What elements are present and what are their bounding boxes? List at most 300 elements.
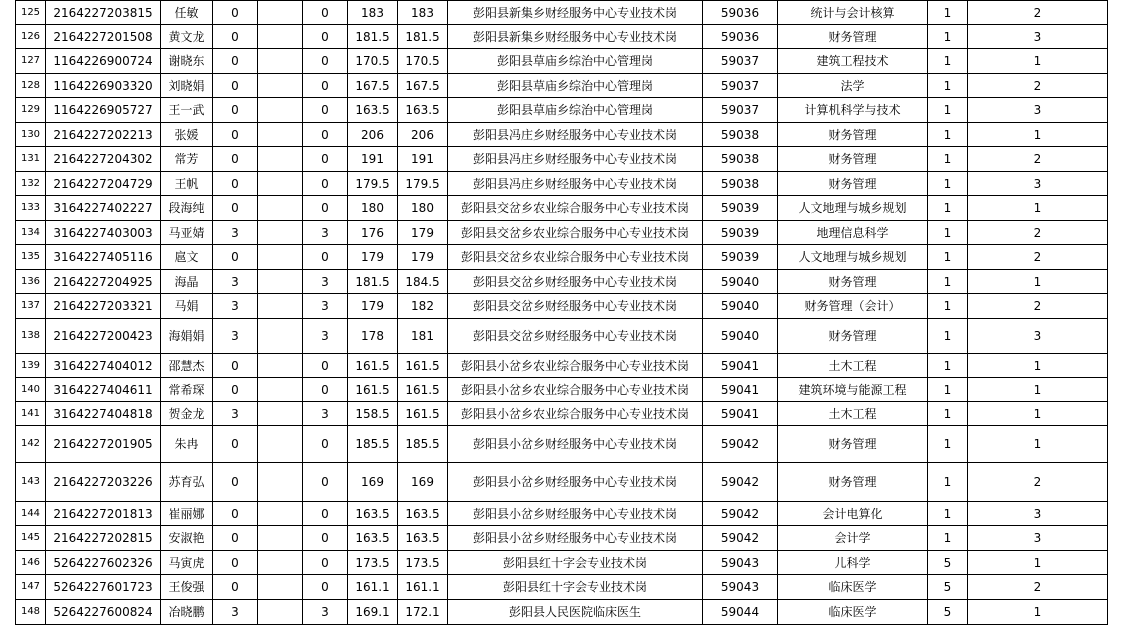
bonus-points-cell: 0 bbox=[213, 25, 258, 49]
written-score-cell: 163.5 bbox=[348, 526, 398, 551]
bonus-points-cell-2: 0 bbox=[303, 147, 348, 172]
row-number-cell: 139 bbox=[16, 354, 46, 378]
bonus-points-cell: 0 bbox=[213, 502, 258, 526]
quota-cell: 1 bbox=[928, 526, 968, 551]
table-row bbox=[16, 402, 1108, 426]
exam-id-cell: 5264227601723 bbox=[46, 575, 161, 600]
exam-id-cell: 3164227402227 bbox=[46, 196, 161, 221]
bonus-points-cell: 0 bbox=[213, 123, 258, 147]
empty-cell bbox=[258, 294, 303, 319]
written-score-cell: 180 bbox=[348, 196, 398, 221]
bonus-points-cell-2: 3 bbox=[303, 294, 348, 319]
position-code-cell: 59042 bbox=[703, 526, 778, 551]
major-cell: 财务管理 bbox=[778, 147, 928, 172]
bonus-points-cell: 0 bbox=[213, 147, 258, 172]
row-number-cell: 134 bbox=[16, 221, 46, 245]
written-score-cell: 167.5 bbox=[348, 74, 398, 98]
position-name-cell: 彭阳县冯庄乡财经服务中心专业技术岗 bbox=[448, 147, 703, 172]
major-cell: 土木工程 bbox=[778, 354, 928, 378]
table-row bbox=[16, 25, 1108, 49]
written-score-cell: 183 bbox=[348, 1, 398, 25]
position-name-cell: 彭阳县冯庄乡财经服务中心专业技术岗 bbox=[448, 172, 703, 196]
major-cell: 财务管理 bbox=[778, 123, 928, 147]
position-code-cell: 59041 bbox=[703, 378, 778, 402]
bonus-points-cell-2: 0 bbox=[303, 526, 348, 551]
exam-id-cell: 2164227203321 bbox=[46, 294, 161, 319]
quota-cell: 1 bbox=[928, 49, 968, 74]
position-code-cell: 59043 bbox=[703, 575, 778, 600]
quota-cell: 1 bbox=[928, 426, 968, 463]
rank-cell: 1 bbox=[968, 270, 1108, 294]
rank-cell: 3 bbox=[968, 25, 1108, 49]
bonus-points-cell: 0 bbox=[213, 245, 258, 270]
bonus-points-cell: 3 bbox=[213, 221, 258, 245]
total-score-cell: 163.5 bbox=[398, 526, 448, 551]
position-name-cell: 彭阳县小岔乡农业综合服务中心专业技术岗 bbox=[448, 402, 703, 426]
bonus-points-cell: 0 bbox=[213, 74, 258, 98]
written-score-cell: 181.5 bbox=[348, 25, 398, 49]
bonus-points-cell: 0 bbox=[213, 575, 258, 600]
table-row bbox=[16, 98, 1108, 123]
written-score-cell: 163.5 bbox=[348, 98, 398, 123]
position-name-cell: 彭阳县交岔乡农业综合服务中心专业技术岗 bbox=[448, 245, 703, 270]
position-code-cell: 59043 bbox=[703, 551, 778, 575]
bonus-points-cell-2: 0 bbox=[303, 245, 348, 270]
written-score-cell: 176 bbox=[348, 221, 398, 245]
position-code-cell: 59037 bbox=[703, 49, 778, 74]
quota-cell: 1 bbox=[928, 25, 968, 49]
exam-id-cell: 2164227202815 bbox=[46, 526, 161, 551]
rank-cell: 1 bbox=[968, 378, 1108, 402]
row-number-cell: 128 bbox=[16, 74, 46, 98]
position-code-cell: 59041 bbox=[703, 354, 778, 378]
exam-id-cell: 2164227201905 bbox=[46, 426, 161, 463]
bonus-points-cell: 3 bbox=[213, 319, 258, 354]
rank-cell: 3 bbox=[968, 502, 1108, 526]
quota-cell: 1 bbox=[928, 196, 968, 221]
bonus-points-cell-2: 0 bbox=[303, 551, 348, 575]
bonus-points-cell-2: 0 bbox=[303, 463, 348, 502]
exam-id-cell: 2164227201813 bbox=[46, 502, 161, 526]
empty-cell bbox=[258, 49, 303, 74]
rank-cell: 1 bbox=[968, 426, 1108, 463]
major-cell: 土木工程 bbox=[778, 402, 928, 426]
total-score-cell: 172.1 bbox=[398, 600, 448, 625]
table-body bbox=[16, 1, 1108, 625]
position-code-cell: 59039 bbox=[703, 196, 778, 221]
written-score-cell: 161.5 bbox=[348, 354, 398, 378]
rank-cell: 2 bbox=[968, 245, 1108, 270]
total-score-cell: 182 bbox=[398, 294, 448, 319]
candidate-name-cell: 安淑艳 bbox=[161, 526, 213, 551]
total-score-cell: 180 bbox=[398, 196, 448, 221]
total-score-cell: 191 bbox=[398, 147, 448, 172]
row-number-cell: 148 bbox=[16, 600, 46, 625]
position-name-cell: 彭阳县冯庄乡财经服务中心专业技术岗 bbox=[448, 123, 703, 147]
position-name-cell: 彭阳县新集乡财经服务中心专业技术岗 bbox=[448, 1, 703, 25]
major-cell: 会计电算化 bbox=[778, 502, 928, 526]
rank-cell: 3 bbox=[968, 172, 1108, 196]
position-code-cell: 59037 bbox=[703, 74, 778, 98]
empty-cell bbox=[258, 123, 303, 147]
major-cell: 建筑环境与能源工程 bbox=[778, 378, 928, 402]
quota-cell: 1 bbox=[928, 502, 968, 526]
total-score-cell: 185.5 bbox=[398, 426, 448, 463]
candidate-name-cell: 任敏 bbox=[161, 1, 213, 25]
position-code-cell: 59036 bbox=[703, 1, 778, 25]
empty-cell bbox=[258, 575, 303, 600]
bonus-points-cell: 3 bbox=[213, 600, 258, 625]
row-number-cell: 144 bbox=[16, 502, 46, 526]
exam-id-cell: 3164227404611 bbox=[46, 378, 161, 402]
bonus-points-cell: 0 bbox=[213, 49, 258, 74]
position-name-cell: 彭阳县小岔乡农业综合服务中心专业技术岗 bbox=[448, 378, 703, 402]
position-name-cell: 彭阳县交岔乡农业综合服务中心专业技术岗 bbox=[448, 196, 703, 221]
table-row bbox=[16, 294, 1108, 319]
bonus-points-cell-2: 0 bbox=[303, 354, 348, 378]
major-cell: 财务管理 bbox=[778, 25, 928, 49]
written-score-cell: 161.1 bbox=[348, 575, 398, 600]
rank-cell: 3 bbox=[968, 526, 1108, 551]
table-row bbox=[16, 74, 1108, 98]
row-number-cell: 132 bbox=[16, 172, 46, 196]
exam-id-cell: 2164227203226 bbox=[46, 463, 161, 502]
table-row bbox=[16, 172, 1108, 196]
row-number-cell: 133 bbox=[16, 196, 46, 221]
position-name-cell: 彭阳县红十字会专业技术岗 bbox=[448, 575, 703, 600]
bonus-points-cell-2: 3 bbox=[303, 600, 348, 625]
bonus-points-cell: 0 bbox=[213, 1, 258, 25]
position-code-cell: 59040 bbox=[703, 294, 778, 319]
row-number-cell: 141 bbox=[16, 402, 46, 426]
table-row bbox=[16, 463, 1108, 502]
candidate-name-cell: 马娟 bbox=[161, 294, 213, 319]
written-score-cell: 179.5 bbox=[348, 172, 398, 196]
candidate-name-cell: 冶晓鹏 bbox=[161, 600, 213, 625]
rank-cell: 2 bbox=[968, 463, 1108, 502]
exam-id-cell: 2164227200423 bbox=[46, 319, 161, 354]
row-number-cell: 143 bbox=[16, 463, 46, 502]
bonus-points-cell-2: 0 bbox=[303, 575, 348, 600]
position-code-cell: 59039 bbox=[703, 245, 778, 270]
written-score-cell: 161.5 bbox=[348, 378, 398, 402]
total-score-cell: 163.5 bbox=[398, 502, 448, 526]
exam-id-cell: 3164227405116 bbox=[46, 245, 161, 270]
position-code-cell: 59037 bbox=[703, 98, 778, 123]
quota-cell: 1 bbox=[928, 123, 968, 147]
quota-cell: 1 bbox=[928, 319, 968, 354]
bonus-points-cell: 0 bbox=[213, 551, 258, 575]
empty-cell bbox=[258, 147, 303, 172]
empty-cell bbox=[258, 526, 303, 551]
candidate-name-cell: 马寅虎 bbox=[161, 551, 213, 575]
position-name-cell: 彭阳县交岔乡财经服务中心专业技术岗 bbox=[448, 270, 703, 294]
row-number-cell: 138 bbox=[16, 319, 46, 354]
written-score-cell: 163.5 bbox=[348, 502, 398, 526]
major-cell: 建筑工程技术 bbox=[778, 49, 928, 74]
position-name-cell: 彭阳县新集乡财经服务中心专业技术岗 bbox=[448, 25, 703, 49]
quota-cell: 1 bbox=[928, 354, 968, 378]
exam-id-cell: 2164227202213 bbox=[46, 123, 161, 147]
position-name-cell: 彭阳县人民医院临床医生 bbox=[448, 600, 703, 625]
position-name-cell: 彭阳县交岔乡财经服务中心专业技术岗 bbox=[448, 294, 703, 319]
empty-cell bbox=[258, 196, 303, 221]
bonus-points-cell: 3 bbox=[213, 294, 258, 319]
rank-cell: 1 bbox=[968, 196, 1108, 221]
rank-cell: 3 bbox=[968, 319, 1108, 354]
total-score-cell: 181 bbox=[398, 319, 448, 354]
position-code-cell: 59038 bbox=[703, 172, 778, 196]
candidate-name-cell: 常希琛 bbox=[161, 378, 213, 402]
bonus-points-cell-2: 3 bbox=[303, 270, 348, 294]
row-number-cell: 131 bbox=[16, 147, 46, 172]
empty-cell bbox=[258, 402, 303, 426]
empty-cell bbox=[258, 98, 303, 123]
bonus-points-cell: 0 bbox=[213, 426, 258, 463]
empty-cell bbox=[258, 600, 303, 625]
table-row bbox=[16, 319, 1108, 354]
position-code-cell: 59038 bbox=[703, 147, 778, 172]
total-score-cell: 161.5 bbox=[398, 354, 448, 378]
written-score-cell: 173.5 bbox=[348, 551, 398, 575]
exam-id-cell: 5264227602326 bbox=[46, 551, 161, 575]
major-cell: 财务管理（会计） bbox=[778, 294, 928, 319]
position-name-cell: 彭阳县小岔乡财经服务中心专业技术岗 bbox=[448, 426, 703, 463]
major-cell: 人文地理与城乡规划 bbox=[778, 245, 928, 270]
row-number-cell: 137 bbox=[16, 294, 46, 319]
bonus-points-cell-2: 0 bbox=[303, 196, 348, 221]
rank-cell: 2 bbox=[968, 221, 1108, 245]
bonus-points-cell-2: 0 bbox=[303, 426, 348, 463]
row-number-cell: 126 bbox=[16, 25, 46, 49]
bonus-points-cell-2: 3 bbox=[303, 319, 348, 354]
written-score-cell: 206 bbox=[348, 123, 398, 147]
table-row bbox=[16, 221, 1108, 245]
total-score-cell: 179.5 bbox=[398, 172, 448, 196]
rank-cell: 3 bbox=[968, 98, 1108, 123]
major-cell: 财务管理 bbox=[778, 463, 928, 502]
empty-cell bbox=[258, 221, 303, 245]
row-number-cell: 145 bbox=[16, 526, 46, 551]
rank-cell: 2 bbox=[968, 294, 1108, 319]
quota-cell: 1 bbox=[928, 270, 968, 294]
bonus-points-cell: 3 bbox=[213, 402, 258, 426]
total-score-cell: 161.1 bbox=[398, 575, 448, 600]
empty-cell bbox=[258, 378, 303, 402]
rank-cell: 1 bbox=[968, 49, 1108, 74]
total-score-cell: 179 bbox=[398, 245, 448, 270]
bonus-points-cell: 0 bbox=[213, 463, 258, 502]
position-code-cell: 59041 bbox=[703, 402, 778, 426]
quota-cell: 1 bbox=[928, 98, 968, 123]
major-cell: 计算机科学与技术 bbox=[778, 98, 928, 123]
row-number-cell: 140 bbox=[16, 378, 46, 402]
quota-cell: 1 bbox=[928, 378, 968, 402]
major-cell: 临床医学 bbox=[778, 575, 928, 600]
quota-cell: 1 bbox=[928, 147, 968, 172]
quota-cell: 1 bbox=[928, 221, 968, 245]
position-name-cell: 彭阳县草庙乡综治中心管理岗 bbox=[448, 98, 703, 123]
bonus-points-cell: 0 bbox=[213, 196, 258, 221]
quota-cell: 1 bbox=[928, 294, 968, 319]
written-score-cell: 169 bbox=[348, 463, 398, 502]
position-code-cell: 59040 bbox=[703, 319, 778, 354]
position-code-cell: 59038 bbox=[703, 123, 778, 147]
rank-cell: 1 bbox=[968, 402, 1108, 426]
candidate-name-cell: 崔丽娜 bbox=[161, 502, 213, 526]
rank-cell: 2 bbox=[968, 147, 1108, 172]
candidate-name-cell: 王俊强 bbox=[161, 575, 213, 600]
bonus-points-cell: 0 bbox=[213, 526, 258, 551]
major-cell: 财务管理 bbox=[778, 172, 928, 196]
rank-cell: 2 bbox=[968, 74, 1108, 98]
bonus-points-cell: 0 bbox=[213, 378, 258, 402]
results-table bbox=[15, 0, 1108, 625]
bonus-points-cell-2: 0 bbox=[303, 25, 348, 49]
written-score-cell: 191 bbox=[348, 147, 398, 172]
position-name-cell: 彭阳县小岔乡财经服务中心专业技术岗 bbox=[448, 463, 703, 502]
quota-cell: 1 bbox=[928, 402, 968, 426]
row-number-cell: 146 bbox=[16, 551, 46, 575]
empty-cell bbox=[258, 245, 303, 270]
empty-cell bbox=[258, 25, 303, 49]
table-row bbox=[16, 147, 1108, 172]
empty-cell bbox=[258, 74, 303, 98]
row-number-cell: 136 bbox=[16, 270, 46, 294]
row-number-cell: 127 bbox=[16, 49, 46, 74]
position-name-cell: 彭阳县交岔乡财经服务中心专业技术岗 bbox=[448, 319, 703, 354]
row-number-cell: 135 bbox=[16, 245, 46, 270]
bonus-points-cell-2: 0 bbox=[303, 74, 348, 98]
empty-cell bbox=[258, 319, 303, 354]
bonus-points-cell: 0 bbox=[213, 98, 258, 123]
exam-id-cell: 1164226900724 bbox=[46, 49, 161, 74]
empty-cell bbox=[258, 426, 303, 463]
exam-id-cell: 3164227403003 bbox=[46, 221, 161, 245]
bonus-points-cell-2: 0 bbox=[303, 378, 348, 402]
table-row bbox=[16, 123, 1108, 147]
rank-cell: 2 bbox=[968, 575, 1108, 600]
position-name-cell: 彭阳县红十字会专业技术岗 bbox=[448, 551, 703, 575]
bonus-points-cell-2: 0 bbox=[303, 502, 348, 526]
quota-cell: 1 bbox=[928, 74, 968, 98]
rank-cell: 1 bbox=[968, 354, 1108, 378]
rank-cell: 1 bbox=[968, 123, 1108, 147]
quota-cell: 1 bbox=[928, 463, 968, 502]
candidate-name-cell: 段海纯 bbox=[161, 196, 213, 221]
rank-cell: 1 bbox=[968, 600, 1108, 625]
exam-id-cell: 1164226903320 bbox=[46, 74, 161, 98]
written-score-cell: 170.5 bbox=[348, 49, 398, 74]
bonus-points-cell: 0 bbox=[213, 172, 258, 196]
rank-cell: 1 bbox=[968, 551, 1108, 575]
written-score-cell: 181.5 bbox=[348, 270, 398, 294]
quota-cell: 1 bbox=[928, 172, 968, 196]
table-row bbox=[16, 49, 1108, 74]
position-name-cell: 彭阳县小岔乡农业综合服务中心专业技术岗 bbox=[448, 354, 703, 378]
exam-id-cell: 2164227204729 bbox=[46, 172, 161, 196]
position-code-cell: 59042 bbox=[703, 426, 778, 463]
bonus-points-cell-2: 3 bbox=[303, 402, 348, 426]
rank-cell: 2 bbox=[968, 1, 1108, 25]
row-number-cell: 130 bbox=[16, 123, 46, 147]
candidate-name-cell: 扈文 bbox=[161, 245, 213, 270]
candidate-name-cell: 邵慧杰 bbox=[161, 354, 213, 378]
written-score-cell: 169.1 bbox=[348, 600, 398, 625]
exam-id-cell: 1164226905727 bbox=[46, 98, 161, 123]
candidate-name-cell: 刘晓娟 bbox=[161, 74, 213, 98]
position-name-cell: 彭阳县草庙乡综治中心管理岗 bbox=[448, 49, 703, 74]
exam-id-cell: 2164227204925 bbox=[46, 270, 161, 294]
written-score-cell: 178 bbox=[348, 319, 398, 354]
major-cell: 财务管理 bbox=[778, 319, 928, 354]
empty-cell bbox=[258, 551, 303, 575]
position-code-cell: 59040 bbox=[703, 270, 778, 294]
bonus-points-cell-2: 0 bbox=[303, 1, 348, 25]
row-number-cell: 129 bbox=[16, 98, 46, 123]
bonus-points-cell-2: 0 bbox=[303, 49, 348, 74]
position-code-cell: 59039 bbox=[703, 221, 778, 245]
total-score-cell: 183 bbox=[398, 1, 448, 25]
table-row bbox=[16, 196, 1108, 221]
total-score-cell: 169 bbox=[398, 463, 448, 502]
candidate-name-cell: 张媛 bbox=[161, 123, 213, 147]
candidate-name-cell: 谢晓东 bbox=[161, 49, 213, 74]
empty-cell bbox=[258, 354, 303, 378]
written-score-cell: 158.5 bbox=[348, 402, 398, 426]
quota-cell: 5 bbox=[928, 600, 968, 625]
major-cell: 临床医学 bbox=[778, 600, 928, 625]
major-cell: 财务管理 bbox=[778, 426, 928, 463]
empty-cell bbox=[258, 463, 303, 502]
table-row bbox=[16, 600, 1108, 625]
position-name-cell: 彭阳县草庙乡综治中心管理岗 bbox=[448, 74, 703, 98]
total-score-cell: 179 bbox=[398, 221, 448, 245]
candidate-name-cell: 黄文龙 bbox=[161, 25, 213, 49]
empty-cell bbox=[258, 1, 303, 25]
empty-cell bbox=[258, 270, 303, 294]
bonus-points-cell-2: 0 bbox=[303, 98, 348, 123]
candidate-name-cell: 常芳 bbox=[161, 147, 213, 172]
exam-id-cell: 5264227600824 bbox=[46, 600, 161, 625]
candidate-name-cell: 贺金龙 bbox=[161, 402, 213, 426]
major-cell: 地理信息科学 bbox=[778, 221, 928, 245]
table-row bbox=[16, 1, 1108, 25]
table-row bbox=[16, 426, 1108, 463]
major-cell: 财务管理 bbox=[778, 270, 928, 294]
candidate-name-cell: 海晶 bbox=[161, 270, 213, 294]
position-name-cell: 彭阳县交岔乡农业综合服务中心专业技术岗 bbox=[448, 221, 703, 245]
total-score-cell: 167.5 bbox=[398, 74, 448, 98]
candidate-name-cell: 朱冉 bbox=[161, 426, 213, 463]
total-score-cell: 184.5 bbox=[398, 270, 448, 294]
exam-id-cell: 3164227404012 bbox=[46, 354, 161, 378]
quota-cell: 5 bbox=[928, 551, 968, 575]
bonus-points-cell-2: 3 bbox=[303, 221, 348, 245]
major-cell: 法学 bbox=[778, 74, 928, 98]
candidate-name-cell: 马亚婧 bbox=[161, 221, 213, 245]
exam-id-cell: 3164227404818 bbox=[46, 402, 161, 426]
exam-id-cell: 2164227203815 bbox=[46, 1, 161, 25]
position-code-cell: 59042 bbox=[703, 463, 778, 502]
table-row bbox=[16, 502, 1108, 526]
written-score-cell: 179 bbox=[348, 294, 398, 319]
written-score-cell: 185.5 bbox=[348, 426, 398, 463]
major-cell: 儿科学 bbox=[778, 551, 928, 575]
exam-id-cell: 2164227204302 bbox=[46, 147, 161, 172]
quota-cell: 1 bbox=[928, 245, 968, 270]
major-cell: 统计与会计核算 bbox=[778, 1, 928, 25]
